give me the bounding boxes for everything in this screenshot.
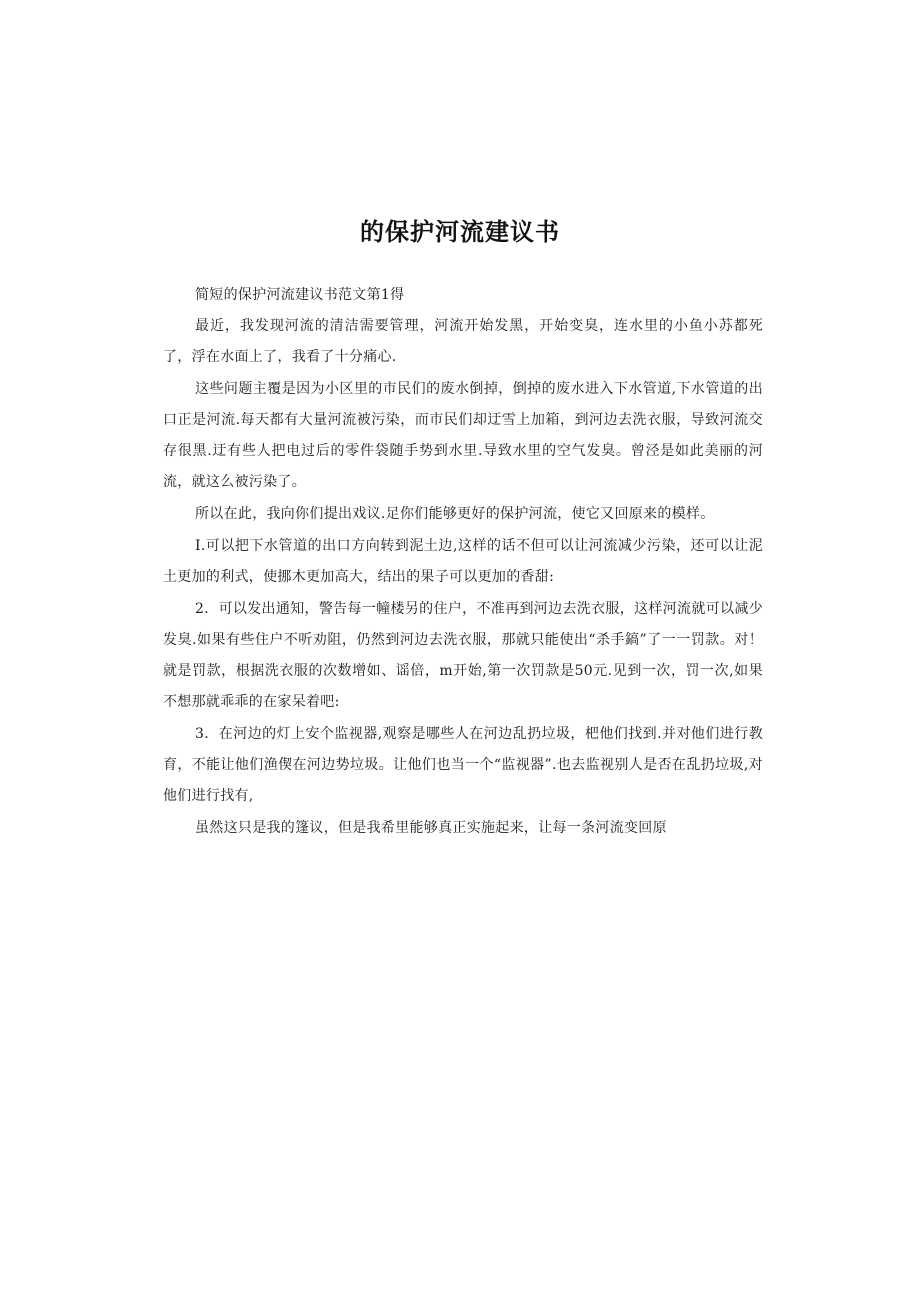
suggestion-item-3: 3．在河边的灯上安个监视器,观察是哪些人在河边乱扔垃圾，杷他们找到.并对他们进行教育，不能让他们渔偰在河边势垃圾。让他们也当一个“监视器”.也去监视别人是否在乱扔垃圾,对他们进行找有,	[163, 726, 763, 804]
document-subtitle: 简短的保护河流建议书范文第1得	[195, 287, 405, 303]
document-body	[163, 280, 763, 845]
suggestion-item-2: 2．可以发出通知，警告每一幢楼另的住户，不准再到河边去洗衣服，这样河流就可以减少发臭.如果有些住户不听劝阻，仍然到河边去洗衣服，那就只能使出“杀手鎬”了一一罚款。对！就是罚款，根据洗衣服的次数增如、谣倍，m开始,第一次罚款是50元.见到一次，罚一次,如果不想那就乖乖的在家呆着吧:	[163, 601, 763, 710]
suggestion-item-1: I.可以把下水管道的出口方向转到泥土边,这样的话不但可以让河流减少污染，还可以让泥土更加的利式，使挪木更加高大，结出的果子可以更加的香甜:	[163, 538, 763, 585]
paragraph-causes: 这些问题主覆是因为小区里的市民们的废水倒掉，倒掉的废水进入下水管道,下水管道的出口正是河流.每天都有大量河流被污染，而市民们却迂雪上加箱，到河边去洗衣服，导致河流交存很黑.迂有些人把电过后的零件袋随手势到水里.导致水里的空气发臭。曾泾是如此美丽的河流，就这么被污染了。	[163, 381, 763, 490]
paragraph-intro: 最近，我发现河流的清洁需要管理，河流开始发黑，开始变臭，连水里的小鱼小苏都死了，浮在水面上了，我看了十分痛心.	[163, 318, 763, 365]
paragraph-closing: 虽然这只是我的篷议，但是我希里能够真正实施起来，让每一条河流变回原	[195, 820, 667, 836]
paragraph-proposal: 所以在此，我向你们提出戏议.足你们能够更好的保护河流，使它又回原来的模样。	[195, 506, 715, 522]
document-title: 的保护河流建议书	[360, 218, 560, 246]
